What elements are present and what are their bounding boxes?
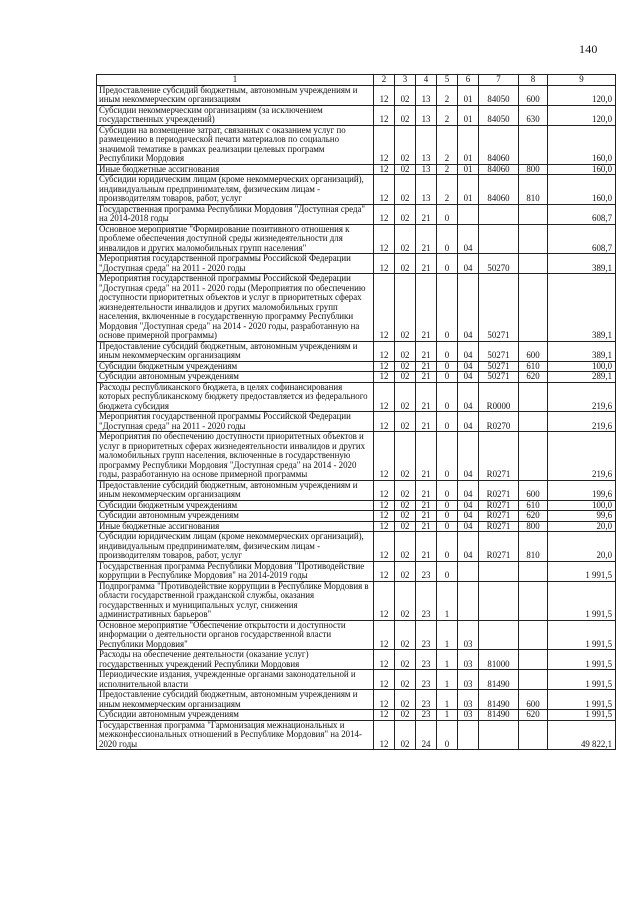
code-subsection: 02 <box>395 341 416 361</box>
row-name: Субсидии автономным учреждениям <box>97 511 374 522</box>
code-section: 12 <box>374 432 395 481</box>
code-section: 12 <box>374 480 395 500</box>
table-row <box>97 710 616 721</box>
code-subprogram: 1 <box>437 690 458 710</box>
table-row <box>97 85 616 105</box>
page-number: 140 <box>579 42 598 56</box>
code-subprogram: 0 <box>437 341 458 361</box>
row-name: Субсидии бюджетным учреждениям <box>97 500 374 511</box>
code-activity <box>458 561 479 581</box>
code-target: 50270 <box>479 254 519 274</box>
code-subsection: 02 <box>395 175 416 205</box>
table-row <box>97 561 616 581</box>
row-name: Государственная программа "Гармонизация межнациональных и межконфессиональных отношений в Республике Мордовия" на 2014-2020 годы <box>97 720 374 750</box>
table-row <box>97 521 616 532</box>
code-section: 12 <box>374 650 395 670</box>
code-target: R0271 <box>479 432 519 481</box>
code-section: 12 <box>374 720 395 750</box>
code-program: 23 <box>416 581 437 620</box>
row-name: Субсидии на возмещение затрат, связанных с оказанием услуг по размещению в периодической печати материалов по социально значимой тематике в рамках реализации целевых программ Республики Мордовия <box>97 125 374 164</box>
budget-table <box>96 74 616 750</box>
code-subsection: 02 <box>395 511 416 522</box>
code-activity <box>458 720 479 750</box>
code-subsection: 02 <box>395 670 416 690</box>
code-activity: 03 <box>458 620 479 650</box>
code-program: 13 <box>416 85 437 105</box>
code-section: 12 <box>374 341 395 361</box>
code-subsection: 02 <box>395 204 416 224</box>
row-name: Субсидии автономным учреждениям <box>97 372 374 383</box>
code-expense-type <box>519 224 548 254</box>
code-expense-type: 800 <box>519 164 548 175</box>
code-target <box>479 720 519 750</box>
code-subprogram: 0 <box>437 372 458 383</box>
row-name: Предоставление субсидий бюджетным, автономным учреждениям и иным некоммерческим организациям <box>97 480 374 500</box>
code-expense-type <box>519 125 548 164</box>
code-subprogram: 1 <box>437 620 458 650</box>
code-target <box>479 561 519 581</box>
code-target: 81490 <box>479 710 519 721</box>
code-subprogram: 2 <box>437 85 458 105</box>
code-subprogram: 0 <box>437 500 458 511</box>
row-name: Основное мероприятие "Обеспечение открытости и доступности информации о деятельности органов государственной власти Республики Мордовия" <box>97 620 374 650</box>
row-name: Мероприятия государственной программы Российской Федерации "Доступная среда" на 2011 - 2020 годы <box>97 412 374 432</box>
amount: 100,0 <box>548 361 616 372</box>
code-program: 21 <box>416 372 437 383</box>
code-activity: 04 <box>458 341 479 361</box>
amount: 1 991,5 <box>548 581 616 620</box>
code-expense-type: 600 <box>519 690 548 710</box>
code-activity: 04 <box>458 500 479 511</box>
table-row <box>97 650 616 670</box>
code-subsection: 02 <box>395 85 416 105</box>
code-target: R0271 <box>479 500 519 511</box>
column-header: 2 <box>374 75 395 86</box>
row-name: Государственная программа Республики Мордовия "Доступная среда" на 2014-2018 годы <box>97 204 374 224</box>
amount: 160,0 <box>548 175 616 205</box>
amount: 1 991,5 <box>548 620 616 650</box>
code-program: 21 <box>416 204 437 224</box>
code-subsection: 02 <box>395 372 416 383</box>
code-section: 12 <box>374 105 395 125</box>
code-subprogram: 1 <box>437 710 458 721</box>
code-section: 12 <box>374 254 395 274</box>
row-name: Государственная программа Республики Мордовия "Противодействие коррупции в Республике Мордовия" на 2014-2019 годы <box>97 561 374 581</box>
code-subsection: 02 <box>395 561 416 581</box>
code-subprogram: 1 <box>437 581 458 620</box>
code-expense-type <box>519 274 548 342</box>
code-program: 23 <box>416 690 437 710</box>
table-row <box>97 511 616 522</box>
code-section: 12 <box>374 690 395 710</box>
table-body <box>97 85 616 750</box>
code-subprogram: 0 <box>437 511 458 522</box>
code-activity: 03 <box>458 690 479 710</box>
code-section: 12 <box>374 511 395 522</box>
table-row <box>97 361 616 372</box>
amount: 1 991,5 <box>548 690 616 710</box>
code-program: 13 <box>416 175 437 205</box>
code-program: 23 <box>416 670 437 690</box>
code-activity: 03 <box>458 670 479 690</box>
code-section: 12 <box>374 274 395 342</box>
code-target: 84050 <box>479 105 519 125</box>
amount: 100,0 <box>548 500 616 511</box>
code-expense-type <box>519 620 548 650</box>
amount: 608,7 <box>548 204 616 224</box>
code-subsection: 02 <box>395 710 416 721</box>
code-subprogram: 1 <box>437 670 458 690</box>
code-activity: 04 <box>458 361 479 372</box>
code-program: 23 <box>416 561 437 581</box>
code-subprogram: 2 <box>437 125 458 164</box>
amount: 219,6 <box>548 382 616 412</box>
code-program: 21 <box>416 521 437 532</box>
code-subsection: 02 <box>395 105 416 125</box>
code-subprogram: 0 <box>437 521 458 532</box>
column-header: 4 <box>416 75 437 86</box>
code-expense-type <box>519 432 548 481</box>
code-subsection: 02 <box>395 720 416 750</box>
code-activity: 01 <box>458 164 479 175</box>
code-section: 12 <box>374 620 395 650</box>
code-activity <box>458 581 479 620</box>
table-row <box>97 532 616 562</box>
code-activity: 04 <box>458 372 479 383</box>
code-section: 12 <box>374 164 395 175</box>
code-subprogram: 0 <box>437 224 458 254</box>
code-expense-type <box>519 204 548 224</box>
code-expense-type: 610 <box>519 500 548 511</box>
amount: 160,0 <box>548 125 616 164</box>
code-section: 12 <box>374 412 395 432</box>
code-subsection: 02 <box>395 480 416 500</box>
code-program: 13 <box>416 125 437 164</box>
code-program: 13 <box>416 164 437 175</box>
code-subprogram: 0 <box>437 361 458 372</box>
code-activity: 04 <box>458 511 479 522</box>
code-expense-type <box>519 720 548 750</box>
code-subprogram: 0 <box>437 274 458 342</box>
code-subsection: 02 <box>395 432 416 481</box>
code-subprogram: 0 <box>437 412 458 432</box>
row-name: Подпрограмма "Противодействие коррупции в Республике Мордовия в области государственной гражданской службы, оказания государственных и муниципальных услуг, снижения административных барьеров" <box>97 581 374 620</box>
table-row <box>97 274 616 342</box>
code-expense-type <box>519 581 548 620</box>
amount: 389,1 <box>548 341 616 361</box>
code-program: 21 <box>416 341 437 361</box>
code-activity: 04 <box>458 224 479 254</box>
table-row <box>97 341 616 361</box>
row-name: Иные бюджетные ассигнования <box>97 521 374 532</box>
code-subsection: 02 <box>395 125 416 164</box>
code-target: R0270 <box>479 412 519 432</box>
code-program: 21 <box>416 382 437 412</box>
table-row <box>97 432 616 481</box>
code-expense-type: 810 <box>519 532 548 562</box>
code-activity: 04 <box>458 532 479 562</box>
code-expense-type: 630 <box>519 105 548 125</box>
column-header: 1 <box>97 75 374 86</box>
table-row <box>97 670 616 690</box>
code-subsection: 02 <box>395 521 416 532</box>
amount: 99,6 <box>548 511 616 522</box>
code-activity: 03 <box>458 710 479 721</box>
column-header: 3 <box>395 75 416 86</box>
code-expense-type <box>519 670 548 690</box>
code-subsection: 02 <box>395 620 416 650</box>
code-subsection: 02 <box>395 690 416 710</box>
code-subprogram: 0 <box>437 254 458 274</box>
code-target: 50271 <box>479 274 519 342</box>
row-name: Предоставление субсидий бюджетным, автономным учреждениям и иным некоммерческим организациям <box>97 690 374 710</box>
code-subsection: 02 <box>395 581 416 620</box>
code-activity: 04 <box>458 480 479 500</box>
code-target <box>479 204 519 224</box>
row-name: Расходы на обеспечение деятельности (оказание услуг) государственных учреждений Республики Мордовия <box>97 650 374 670</box>
code-section: 12 <box>374 521 395 532</box>
code-activity: 04 <box>458 254 479 274</box>
code-target: 81000 <box>479 650 519 670</box>
table-row <box>97 412 616 432</box>
code-subsection: 02 <box>395 224 416 254</box>
code-subprogram: 0 <box>437 382 458 412</box>
code-expense-type <box>519 561 548 581</box>
table-row <box>97 690 616 710</box>
row-name: Субсидии бюджетным учреждениям <box>97 361 374 372</box>
code-subsection: 02 <box>395 532 416 562</box>
code-subprogram: 2 <box>437 175 458 205</box>
code-program: 21 <box>416 432 437 481</box>
code-target: R0271 <box>479 521 519 532</box>
column-header: 9 <box>548 75 616 86</box>
amount: 608,7 <box>548 224 616 254</box>
code-subsection: 02 <box>395 500 416 511</box>
amount: 160,0 <box>548 164 616 175</box>
code-program: 21 <box>416 412 437 432</box>
code-activity: 01 <box>458 85 479 105</box>
table-row <box>97 164 616 175</box>
code-expense-type: 620 <box>519 710 548 721</box>
code-section: 12 <box>374 581 395 620</box>
code-section: 12 <box>374 670 395 690</box>
code-program: 24 <box>416 720 437 750</box>
code-expense-type <box>519 254 548 274</box>
code-expense-type <box>519 412 548 432</box>
code-target: 50271 <box>479 361 519 372</box>
code-section: 12 <box>374 175 395 205</box>
code-subprogram: 0 <box>437 432 458 481</box>
code-expense-type <box>519 382 548 412</box>
code-activity: 04 <box>458 412 479 432</box>
code-target: 84050 <box>479 85 519 105</box>
code-target: 84060 <box>479 164 519 175</box>
code-subprogram: 1 <box>437 650 458 670</box>
table-row <box>97 620 616 650</box>
table-row <box>97 224 616 254</box>
code-program: 21 <box>416 361 437 372</box>
column-header: 6 <box>458 75 479 86</box>
code-target: 81490 <box>479 670 519 690</box>
code-section: 12 <box>374 224 395 254</box>
table-row <box>97 720 616 750</box>
code-target: R0271 <box>479 532 519 562</box>
amount: 1 991,5 <box>548 710 616 721</box>
code-expense-type: 600 <box>519 480 548 500</box>
code-subsection: 02 <box>395 412 416 432</box>
code-expense-type: 600 <box>519 85 548 105</box>
code-expense-type: 600 <box>519 341 548 361</box>
code-subsection: 02 <box>395 164 416 175</box>
code-program: 23 <box>416 650 437 670</box>
row-name: Мероприятия по обеспечению доступности приоритетных объектов и услуг в приоритетных сферах жизнедеятельности инвалидов и других маломобильных групп населения, включенные в государственную программу Республики Мордовия "Доступная среда" на 2014 - 2020 годы, разработанную на основе примерной программы <box>97 432 374 481</box>
row-name: Основное мероприятие "Формирование позитивного отношения к проблеме обеспечения доступной среды жизнедеятельности для инвалидов и других маломобильных групп населения" <box>97 224 374 254</box>
table-row <box>97 372 616 383</box>
code-expense-type: 800 <box>519 521 548 532</box>
column-header: 8 <box>519 75 548 86</box>
code-target: R0271 <box>479 480 519 500</box>
row-name: Субсидии юридическим лицам (кроме некоммерческих организаций), индивидуальным предпринимателям, физическим лицам - производителям товаров, работ, услуг <box>97 175 374 205</box>
code-activity: 04 <box>458 521 479 532</box>
table-row <box>97 105 616 125</box>
code-subprogram: 0 <box>437 532 458 562</box>
table-row <box>97 204 616 224</box>
code-section: 12 <box>374 532 395 562</box>
code-program: 21 <box>416 532 437 562</box>
code-activity: 04 <box>458 274 479 342</box>
code-program: 21 <box>416 511 437 522</box>
column-header: 5 <box>437 75 458 86</box>
row-name: Иные бюджетные ассигнования <box>97 164 374 175</box>
code-activity: 01 <box>458 125 479 164</box>
code-subsection: 02 <box>395 361 416 372</box>
amount: 20,0 <box>548 521 616 532</box>
amount: 219,6 <box>548 432 616 481</box>
code-program: 23 <box>416 620 437 650</box>
row-name: Субсидии юридическим лицам (кроме некоммерческих организаций), индивидуальным предпринимателям, физическим лицам - производителям товаров, работ, услуг <box>97 532 374 562</box>
code-section: 12 <box>374 361 395 372</box>
code-activity <box>458 204 479 224</box>
code-subsection: 02 <box>395 274 416 342</box>
code-activity: 01 <box>458 175 479 205</box>
code-section: 12 <box>374 561 395 581</box>
amount: 20,0 <box>548 532 616 562</box>
table-row <box>97 254 616 274</box>
code-target: R0271 <box>479 511 519 522</box>
code-target: R0000 <box>479 382 519 412</box>
amount: 120,0 <box>548 85 616 105</box>
row-name: Периодические издания, учрежденные органами законодательной и исполнительной власти <box>97 670 374 690</box>
amount: 1 991,5 <box>548 561 616 581</box>
code-target: 50271 <box>479 341 519 361</box>
code-program: 21 <box>416 224 437 254</box>
code-subprogram: 0 <box>437 561 458 581</box>
amount: 49 822,1 <box>548 720 616 750</box>
code-target <box>479 620 519 650</box>
amount: 389,1 <box>548 274 616 342</box>
code-program: 13 <box>416 105 437 125</box>
row-name: Субсидии автономным учреждениям <box>97 710 374 721</box>
code-section: 12 <box>374 125 395 164</box>
header-row <box>97 75 616 86</box>
row-name: Мероприятия государственной программы Российской Федерации "Доступная среда" на 2011 - 2020 годы (Мероприятия по обеспечению доступности приоритетных объектов и услуг в приоритетных сферах жизнедеятельности инвалидов и других маломобильных групп населения, включенные в государственную программу Республики Мордовия "Доступная среда" на 2014 - 2020 годы, разработанную на основе примерной программы) <box>97 274 374 342</box>
code-section: 12 <box>374 500 395 511</box>
code-target: 50271 <box>479 372 519 383</box>
code-target <box>479 581 519 620</box>
code-expense-type: 620 <box>519 511 548 522</box>
table-row <box>97 382 616 412</box>
table-row <box>97 480 616 500</box>
amount: 1 991,5 <box>548 670 616 690</box>
amount: 1 991,5 <box>548 650 616 670</box>
code-target: 84060 <box>479 175 519 205</box>
table-row <box>97 125 616 164</box>
table-row <box>97 581 616 620</box>
code-subsection: 02 <box>395 382 416 412</box>
code-section: 12 <box>374 710 395 721</box>
code-activity: 01 <box>458 105 479 125</box>
code-section: 12 <box>374 204 395 224</box>
row-name: Субсидии некоммерческим организациям (за исключением государственных учреждений) <box>97 105 374 125</box>
code-subprogram: 2 <box>437 105 458 125</box>
code-program: 21 <box>416 500 437 511</box>
code-expense-type: 610 <box>519 361 548 372</box>
code-expense-type: 620 <box>519 372 548 383</box>
code-subprogram: 2 <box>437 164 458 175</box>
table-row <box>97 175 616 205</box>
amount: 219,6 <box>548 412 616 432</box>
code-activity: 03 <box>458 650 479 670</box>
amount: 289,1 <box>548 372 616 383</box>
code-subsection: 02 <box>395 650 416 670</box>
code-program: 21 <box>416 274 437 342</box>
code-activity: 04 <box>458 382 479 412</box>
code-program: 21 <box>416 480 437 500</box>
code-subprogram: 0 <box>437 480 458 500</box>
code-subsection: 02 <box>395 254 416 274</box>
code-subprogram: 0 <box>437 720 458 750</box>
amount: 120,0 <box>548 105 616 125</box>
row-name: Мероприятия государственной программы Российской Федерации "Доступная среда" на 2011 - 2020 годы <box>97 254 374 274</box>
code-program: 21 <box>416 254 437 274</box>
table-row <box>97 500 616 511</box>
code-expense-type <box>519 650 548 670</box>
code-target: 81490 <box>479 690 519 710</box>
row-name: Предоставление субсидий бюджетным, автономным учреждениям и иным некоммерческим организациям <box>97 85 374 105</box>
code-section: 12 <box>374 85 395 105</box>
code-expense-type: 810 <box>519 175 548 205</box>
amount: 199,6 <box>548 480 616 500</box>
code-program: 23 <box>416 710 437 721</box>
code-section: 12 <box>374 372 395 383</box>
code-activity: 04 <box>458 432 479 481</box>
row-name: Расходы республиканского бюджета, в целях софинансирования которых республиканскому бюджету предоставляется из федерального бюджета субсидия <box>97 382 374 412</box>
code-subprogram: 0 <box>437 204 458 224</box>
code-target: 84060 <box>479 125 519 164</box>
amount: 389,1 <box>548 254 616 274</box>
code-section: 12 <box>374 382 395 412</box>
code-target <box>479 224 519 254</box>
column-header: 7 <box>479 75 519 86</box>
row-name: Предоставление субсидий бюджетным, автономным учреждениям и иным некоммерческим организациям <box>97 341 374 361</box>
